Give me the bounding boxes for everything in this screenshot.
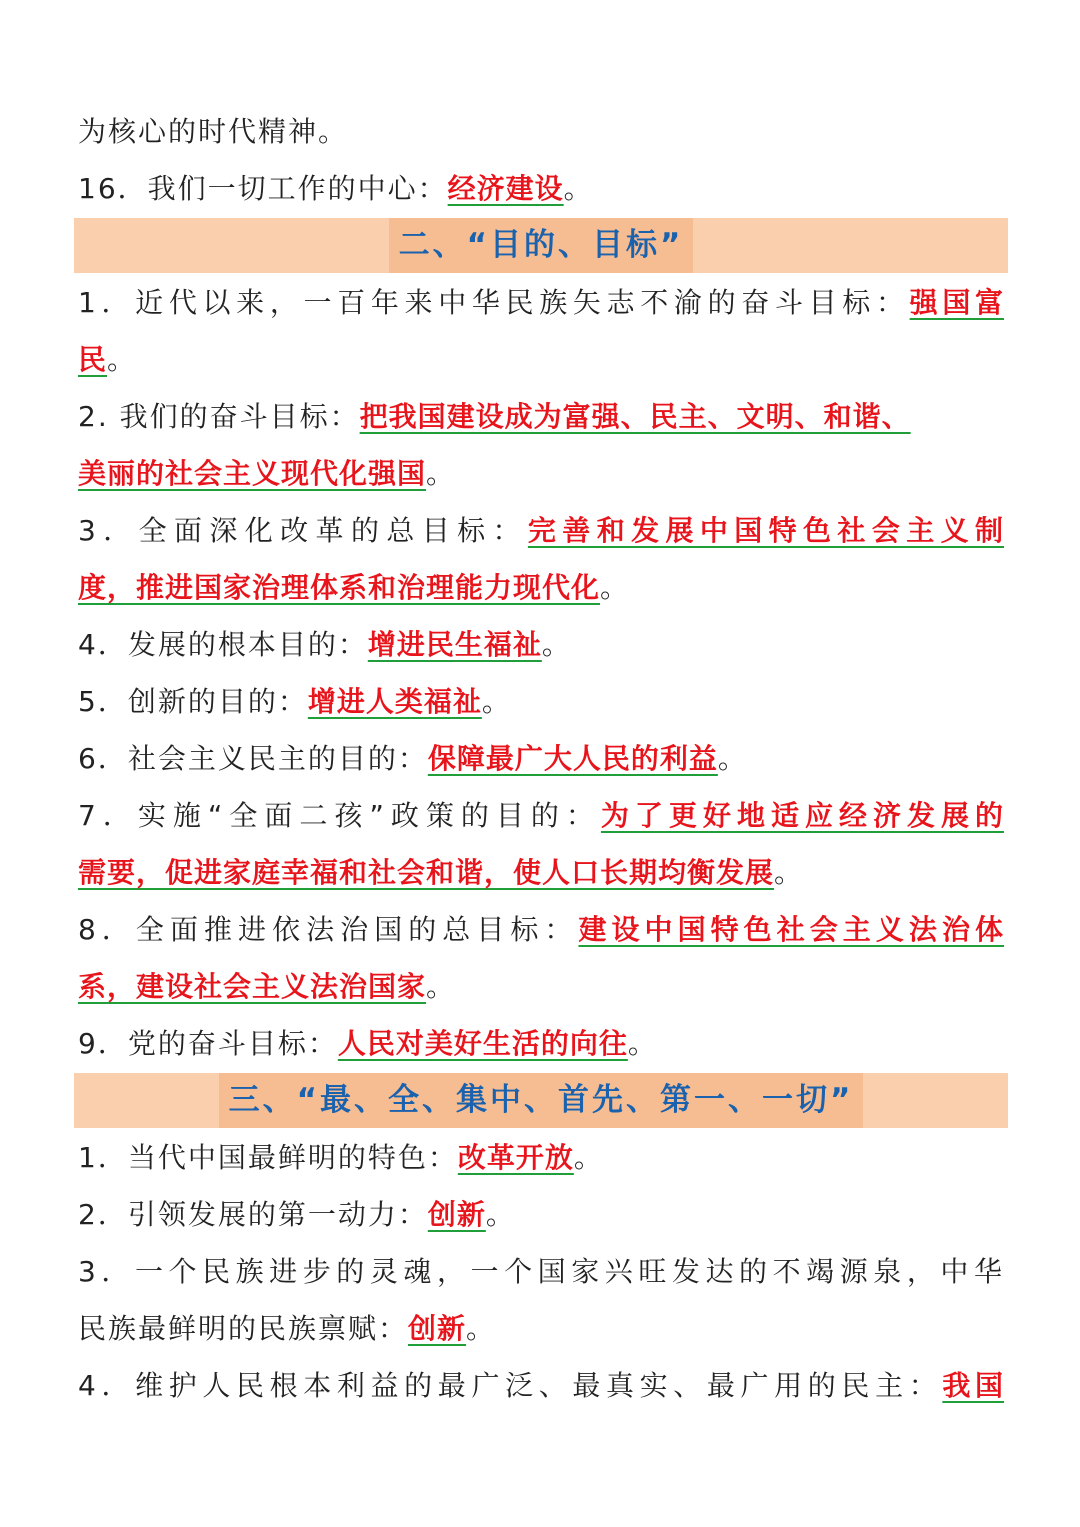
text-line: [78, 331, 1004, 388]
text: 3．一个民族进步的灵魂，一个国家兴旺发达的不竭源泉，中华: [78, 1255, 1004, 1288]
answer-text: 需要，促进家庭幸福和社会和谐，使人口长期均衡发展: [78, 856, 775, 889]
text: 16．我们一切工作的中心：: [78, 172, 448, 205]
text-line: [78, 730, 1004, 787]
text: 4．维护人民根本利益的最广泛、最真实、最广用的民主：: [78, 1369, 943, 1402]
section-title: 三、“最、全、集中、首先、第一、一切”: [219, 1073, 864, 1128]
text: 6．社会主义民主的目的：: [78, 742, 428, 775]
text-line: [78, 559, 1004, 616]
text-line: [78, 1015, 1004, 1072]
text-line: [78, 160, 1004, 217]
section-header-3: [74, 1073, 1008, 1128]
text: 。: [717, 742, 748, 775]
text-line: [78, 787, 1004, 844]
answer-text: 创新: [427, 1198, 486, 1231]
text-line: [78, 1243, 1004, 1300]
answer-text: 强国富: [909, 286, 1004, 319]
text-line: [78, 103, 1004, 160]
text-line: [78, 445, 1004, 502]
document-page: [78, 103, 1004, 1414]
text-line: [78, 502, 1004, 559]
text-line: [78, 274, 1004, 331]
text-line: [78, 388, 1004, 445]
text: 民族最鲜明的民族禀赋：: [78, 1312, 409, 1345]
section-title: 二、“目的、目标”: [389, 218, 694, 273]
section-header-2: [74, 218, 1008, 273]
answer-text: 民: [78, 343, 108, 376]
answer-text: 把我国建设成为富强、民主、文明、和谐、: [359, 400, 911, 433]
text: 9．党的奋斗目标：: [78, 1027, 338, 1060]
text: 1．当代中国最鲜明的特色：: [78, 1141, 458, 1174]
answer-text: 创新: [408, 1312, 467, 1345]
text-line: [78, 673, 1004, 730]
text: 为核心的时代精神。: [78, 115, 349, 148]
text: 。: [107, 343, 138, 376]
text: 1．近代以来，一百年来中华民族矢志不渝的奋斗目标：: [78, 286, 910, 319]
text: 。: [481, 685, 512, 718]
text: 。: [774, 856, 805, 889]
text-line: [78, 901, 1004, 958]
text-line: [78, 616, 1004, 673]
text: 4．发展的根本目的：: [78, 628, 368, 661]
answer-text: 为了更好地适应经济发展的: [600, 799, 1004, 832]
text: 。: [485, 1198, 516, 1231]
answer-text: 改革开放: [457, 1141, 574, 1174]
text: 8．全面推进依法治国的总目标：: [78, 913, 579, 946]
text: 。: [466, 1312, 497, 1345]
answer-text: 增进人类福祉: [307, 685, 482, 718]
text: 。: [627, 1027, 658, 1060]
text-line: [78, 1129, 1004, 1186]
text-line: [78, 1186, 1004, 1243]
answer-text: 建设中国特色社会主义法治体: [578, 913, 1004, 946]
answer-text: 完善和发展中国特色社会主义制: [527, 514, 1004, 547]
text-line: [78, 844, 1004, 901]
answer-text: 经济建设: [447, 172, 564, 205]
text: 。: [600, 571, 631, 604]
answer-text: 度，推进国家治理体系和治理能力现代化: [78, 571, 601, 604]
answer-text: 人民对美好生活的向往: [337, 1027, 628, 1060]
text: 7．实施“全面二孩”政策的目的：: [78, 799, 601, 832]
text: 。: [541, 628, 572, 661]
text: 。: [563, 172, 594, 205]
text-line: [78, 1300, 1004, 1357]
answer-text: 我国: [942, 1369, 1004, 1402]
text: 。: [573, 1141, 604, 1174]
text: 3．全面深化改革的总目标：: [78, 514, 528, 547]
text-line: [78, 1357, 1004, 1414]
text: 。: [426, 457, 457, 490]
text-line: [78, 958, 1004, 1015]
text: 2．引领发展的第一动力：: [78, 1198, 428, 1231]
text: 2. 我们的奋斗目标：: [78, 400, 360, 433]
answer-text: 美丽的社会主义现代化强国: [78, 457, 427, 490]
answer-text: 保障最广大人民的利益: [427, 742, 718, 775]
text: 5．创新的目的：: [78, 685, 308, 718]
text: 。: [426, 970, 457, 1003]
answer-text: 系，建设社会主义法治国家: [78, 970, 427, 1003]
answer-text: 增进民生福祉: [367, 628, 542, 661]
